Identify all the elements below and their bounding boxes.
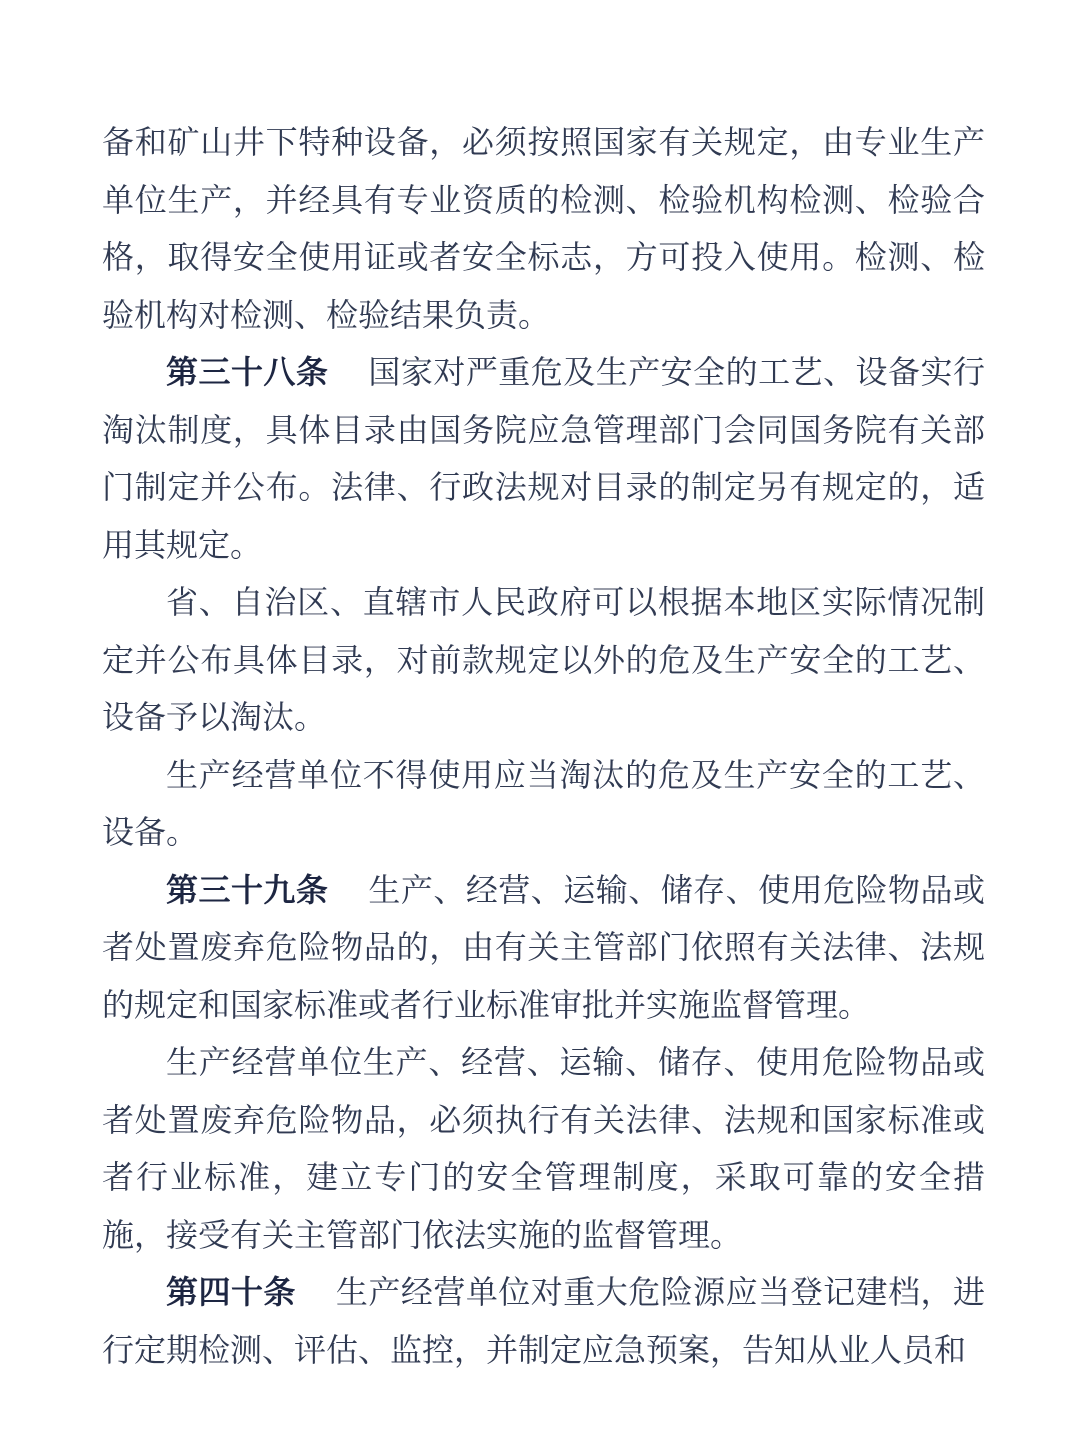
paragraph bbox=[102, 1264, 985, 1379]
paragraph bbox=[102, 747, 985, 862]
paragraph bbox=[102, 344, 985, 574]
article-number: 第四十条 bbox=[166, 1274, 296, 1310]
paragraph-text: 生产经营单位对重大危险源应当登记建档，进行定期检测、评估、监控，并制定应急预案，告知从业人员和 bbox=[102, 1274, 985, 1368]
paragraph bbox=[102, 114, 985, 344]
paragraph-text: 国家对严重危及生产安全的工艺、设备实行淘汰制度，具体目录由国务院应急管理部门会同国务院有关部门制定并公布。法律、行政法规对目录的制定另有规定的，适用其规定。 bbox=[102, 354, 985, 563]
paragraph-text: 生产经营单位生产、经营、运输、储存、使用危险物品或者处置废弃危险物品，必须执行有关法律、法规和国家标准或者行业标准，建立专门的安全管理制度，采取可靠的安全措施，接受有关主管部门依法实施的监督管理。 bbox=[102, 1044, 985, 1253]
paragraph-text: 生产、经营、运输、储存、使用危险物品或者处置废弃危险物品的，由有关主管部门依照有关法律、法规的规定和国家标准或者行业标准审批并实施监督管理。 bbox=[102, 871, 985, 1023]
paragraph bbox=[102, 574, 985, 747]
paragraph-text: 备和矿山井下特种设备，必须按照国家有关规定，由专业生产单位生产，并经具有专业资质的检测、检验机构检测、检验合格，取得安全使用证或者安全标志，方可投入使用。检测、检验机构对检测、检验结果负责。 bbox=[102, 124, 985, 333]
paragraph bbox=[102, 1034, 985, 1264]
article-number: 第三十八条 bbox=[166, 354, 329, 390]
article-number: 第三十九条 bbox=[166, 871, 329, 908]
paragraph bbox=[102, 862, 985, 1035]
paragraph-text: 生产经营单位不得使用应当淘汰的危及生产安全的工艺、设备。 bbox=[102, 756, 985, 850]
paragraph-text: 省、自治区、直辖市人民政府可以根据本地区实际情况制定并公布具体目录，对前款规定以外的危及生产安全的工艺、设备予以淘汰。 bbox=[102, 584, 985, 735]
